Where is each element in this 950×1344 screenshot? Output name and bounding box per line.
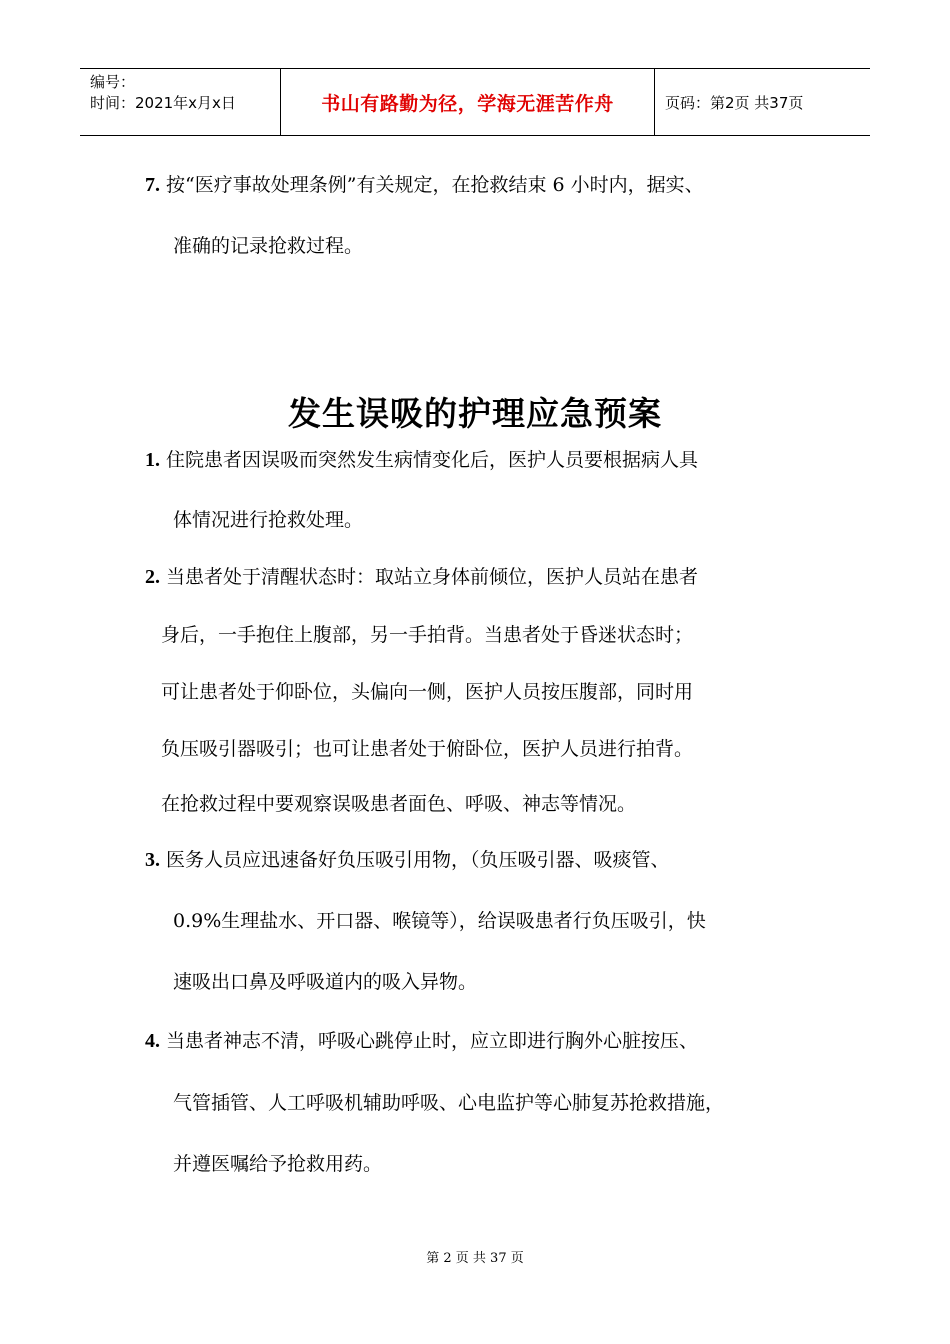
list-item-3-number: 3. [145, 849, 160, 871]
header-motto: 书山有路勤为径，学海无涯苦作舟 [280, 69, 655, 135]
intro-item-text1: 按“医疗事故处理条例”有关规定，在抢救结束 6 小时内，据实、 [166, 174, 704, 196]
list-item-4-line1 [145, 1029, 698, 1053]
list-item-3-line2: 0.9%生理盐水、开口器、喉镜等），给误吸患者行负压吸引，快 [173, 910, 706, 932]
list-item-2-line5: 在抢救过程中要观察误吸患者面色、呼吸、神志等情况。 [161, 793, 637, 815]
list-item-1-text1: 住院患者因误吸而突然发生病情变化后，医护人员要根据病人具 [166, 449, 699, 471]
page-header [80, 68, 870, 136]
list-item-4-line2: 气管插管、人工呼吸机辅助呼吸、心电监护等心肺复苏抢救措施， [173, 1092, 725, 1114]
serial-label: 编号： [90, 73, 136, 91]
list-item-2-line3: 可让患者处于仰卧位，头偏向一侧，医护人员按压腹部，同时用 [161, 681, 694, 703]
list-item-3-text1: 医务人员应迅速备好负压吸引用物，（负压吸引器、吸痰管、 [166, 849, 670, 871]
intro-item-line2: 准确的记录抢救过程。 [173, 235, 364, 257]
list-item-1-line1 [145, 448, 698, 472]
list-item-4-line3: 并遵医嘱给予抢救用药。 [173, 1153, 383, 1175]
list-item-1-number: 1. [145, 449, 160, 471]
list-item-4-text1: 当患者神志不清，呼吸心跳停止时，应立即进行胸外心脏按压、 [166, 1030, 699, 1052]
list-item-3-line1 [145, 848, 670, 872]
intro-item-line1 [145, 173, 704, 197]
list-item-2-number: 2. [145, 566, 160, 588]
header-meta [80, 69, 280, 135]
list-item-2-line1 [145, 565, 698, 589]
list-item-2-text1: 当患者处于清醒状态时：取站立身体前倾位，医护人员站在患者 [166, 566, 699, 588]
header-page-info: 页码：第2页 共37页 [665, 93, 804, 112]
list-item-3-line3: 速吸出口鼻及呼吸道内的吸入异物。 [173, 971, 478, 993]
intro-item-number: 7. [145, 174, 160, 196]
list-item-4-number: 4. [145, 1030, 160, 1052]
time-label: 时间：2021年x月x日 [90, 94, 236, 112]
section-title: 发生误吸的护理应急预案 [288, 394, 662, 433]
list-item-1-line2: 体情况进行抢救处理。 [173, 509, 364, 531]
list-item-2-line2: 身后，一手抱住上腹部，另一手拍背。当患者处于昏迷状态时； [161, 624, 694, 646]
list-item-2-line4: 负压吸引器吸引；也可让患者处于俯卧位，医护人员进行拍背。 [161, 738, 694, 760]
page-footer: 第 2 页 共 37 页 [426, 1251, 524, 1266]
